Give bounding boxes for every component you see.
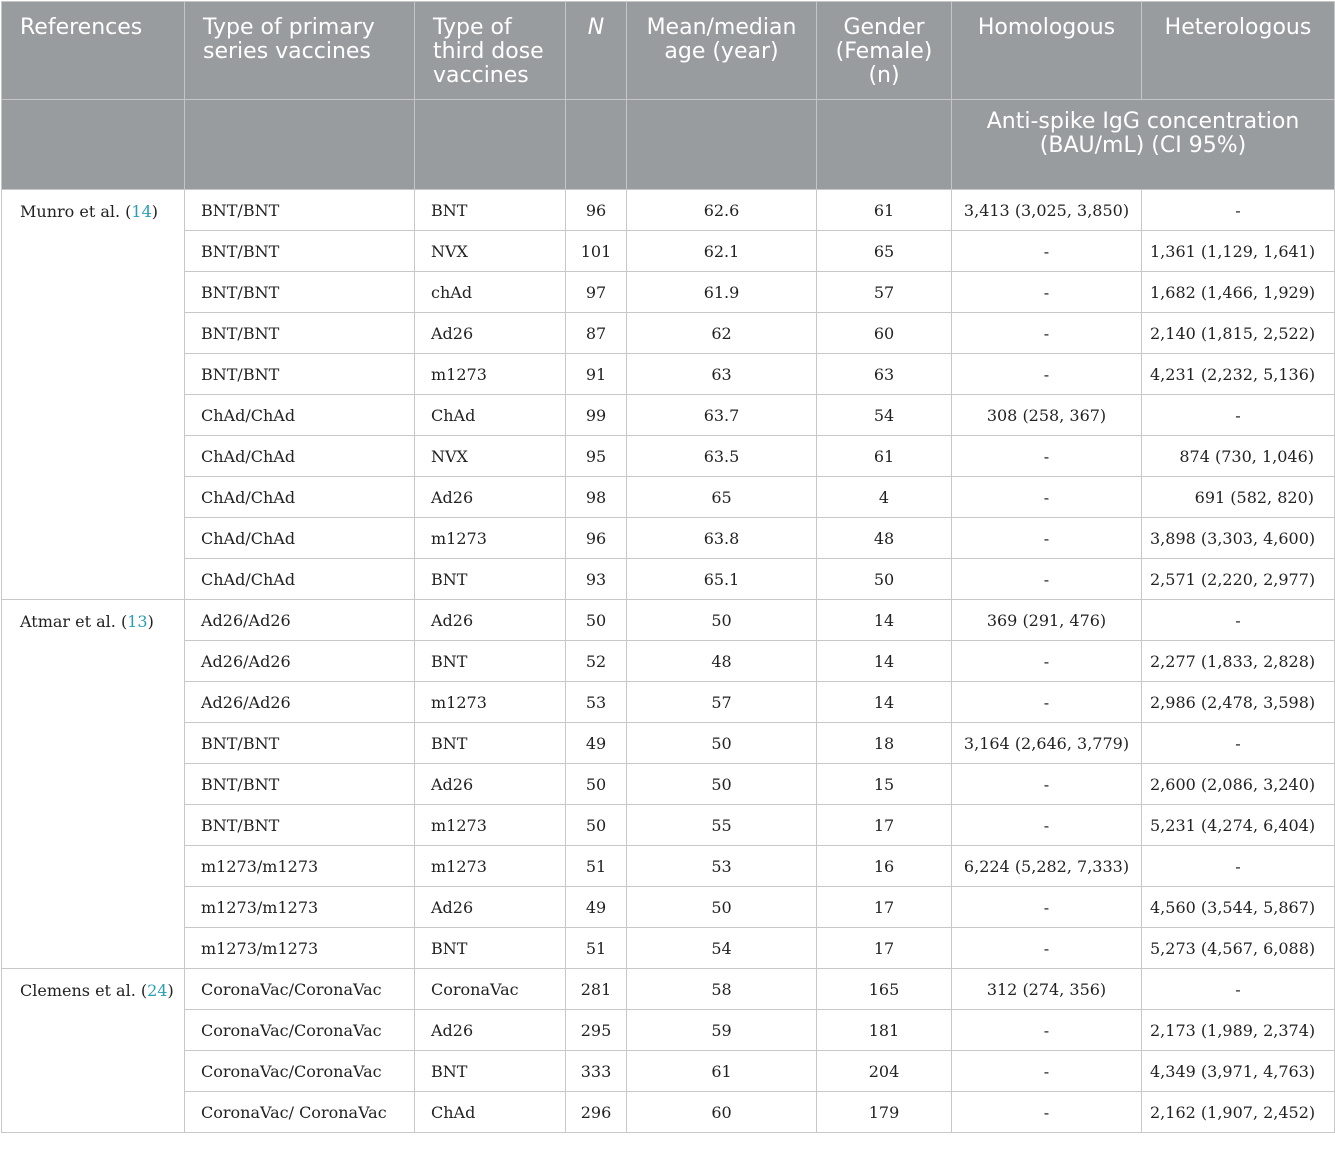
- primary-series-cell: ChAd/ChAd: [185, 477, 415, 518]
- primary-series-cell: m1273/m1273: [185, 928, 415, 969]
- heterologous-cell: -: [1142, 723, 1335, 764]
- age-cell: 55: [627, 805, 817, 846]
- reference-cell: [2, 600, 185, 969]
- heterologous-cell: 2,162 (1,907, 2,452): [1142, 1092, 1335, 1133]
- primary-series-cell: m1273/m1273: [185, 846, 415, 887]
- table-row: [2, 600, 1335, 641]
- primary-series-cell: BNT/BNT: [185, 764, 415, 805]
- female-cell: 57: [817, 272, 952, 313]
- age-cell: 60: [627, 1092, 817, 1133]
- primary-series-cell: BNT/BNT: [185, 272, 415, 313]
- female-cell: 165: [817, 969, 952, 1010]
- table-row: [2, 190, 1335, 231]
- female-cell: 17: [817, 805, 952, 846]
- primary-series-cell: Ad26/Ad26: [185, 600, 415, 641]
- primary-series-cell: BNT/BNT: [185, 231, 415, 272]
- table-row: [2, 354, 1335, 395]
- homologous-cell: -: [952, 682, 1142, 723]
- female-cell: 17: [817, 928, 952, 969]
- age-cell: 50: [627, 764, 817, 805]
- age-cell: 53: [627, 846, 817, 887]
- third-dose-cell: NVX: [415, 436, 566, 477]
- antibody-table: [1, 1, 1335, 1133]
- reference-citation-link[interactable]: 13: [127, 612, 148, 631]
- heterologous-cell: -: [1142, 846, 1335, 887]
- header-blank: [627, 100, 817, 190]
- age-cell: 63.8: [627, 518, 817, 559]
- homologous-cell: -: [952, 518, 1142, 559]
- primary-series-cell: BNT/BNT: [185, 723, 415, 764]
- homologous-cell: 369 (291, 476): [952, 600, 1142, 641]
- n-cell: 50: [566, 600, 627, 641]
- third-dose-cell: Ad26: [415, 764, 566, 805]
- third-dose-cell: Ad26: [415, 1010, 566, 1051]
- table-row: [2, 846, 1335, 887]
- table-row: [2, 559, 1335, 600]
- third-dose-cell: BNT: [415, 723, 566, 764]
- third-dose-cell: BNT: [415, 928, 566, 969]
- heterologous-cell: 5,231 (4,274, 6,404): [1142, 805, 1335, 846]
- n-cell: 97: [566, 272, 627, 313]
- third-dose-cell: BNT: [415, 559, 566, 600]
- third-dose-cell: CoronaVac: [415, 969, 566, 1010]
- primary-series-cell: ChAd/ChAd: [185, 559, 415, 600]
- n-cell: 49: [566, 887, 627, 928]
- homologous-cell: -: [952, 887, 1142, 928]
- n-cell: 50: [566, 764, 627, 805]
- table-row: [2, 313, 1335, 354]
- reference-cell: [2, 969, 185, 1133]
- female-cell: 17: [817, 887, 952, 928]
- reference-author: Munro et al. (: [20, 202, 132, 221]
- homologous-cell: -: [952, 805, 1142, 846]
- primary-series-cell: Ad26/Ad26: [185, 682, 415, 723]
- homologous-cell: -: [952, 764, 1142, 805]
- n-cell: 101: [566, 231, 627, 272]
- female-cell: 61: [817, 190, 952, 231]
- age-cell: 65: [627, 477, 817, 518]
- age-cell: 54: [627, 928, 817, 969]
- n-cell: 87: [566, 313, 627, 354]
- third-dose-cell: BNT: [415, 1051, 566, 1092]
- female-cell: 181: [817, 1010, 952, 1051]
- primary-series-cell: CoronaVac/ CoronaVac: [185, 1092, 415, 1133]
- age-cell: 63.5: [627, 436, 817, 477]
- header-age: Mean/median age (year): [627, 2, 817, 100]
- table-row: [2, 928, 1335, 969]
- table-row: [2, 723, 1335, 764]
- n-cell: 281: [566, 969, 627, 1010]
- heterologous-cell: 5,273 (4,567, 6,088): [1142, 928, 1335, 969]
- female-cell: 14: [817, 682, 952, 723]
- third-dose-cell: ChAd: [415, 395, 566, 436]
- n-cell: 296: [566, 1092, 627, 1133]
- age-cell: 62.6: [627, 190, 817, 231]
- age-cell: 62: [627, 313, 817, 354]
- primary-series-cell: BNT/BNT: [185, 805, 415, 846]
- age-cell: 59: [627, 1010, 817, 1051]
- homologous-cell: 3,413 (3,025, 3,850): [952, 190, 1142, 231]
- age-cell: 65.1: [627, 559, 817, 600]
- table-header: [2, 2, 1335, 190]
- third-dose-cell: NVX: [415, 231, 566, 272]
- table-row: [2, 395, 1335, 436]
- age-cell: 63.7: [627, 395, 817, 436]
- primary-series-cell: BNT/BNT: [185, 354, 415, 395]
- table-row: [2, 231, 1335, 272]
- homologous-cell: 308 (258, 367): [952, 395, 1142, 436]
- n-cell: 99: [566, 395, 627, 436]
- female-cell: 54: [817, 395, 952, 436]
- table-row: [2, 969, 1335, 1010]
- heterologous-cell: -: [1142, 600, 1335, 641]
- female-cell: 4: [817, 477, 952, 518]
- table-row: [2, 887, 1335, 928]
- primary-series-cell: BNT/BNT: [185, 313, 415, 354]
- header-blank: [415, 100, 566, 190]
- female-cell: 15: [817, 764, 952, 805]
- homologous-cell: 6,224 (5,282, 7,333): [952, 846, 1142, 887]
- female-cell: 65: [817, 231, 952, 272]
- third-dose-cell: BNT: [415, 190, 566, 231]
- female-cell: 60: [817, 313, 952, 354]
- homologous-cell: 312 (274, 356): [952, 969, 1142, 1010]
- n-cell: 49: [566, 723, 627, 764]
- third-dose-cell: m1273: [415, 805, 566, 846]
- reference-close: ): [147, 612, 154, 631]
- homologous-cell: -: [952, 559, 1142, 600]
- homologous-cell: -: [952, 1010, 1142, 1051]
- n-cell: 95: [566, 436, 627, 477]
- header-blank: [817, 100, 952, 190]
- heterologous-cell: 4,560 (3,544, 5,867): [1142, 887, 1335, 928]
- age-cell: 50: [627, 600, 817, 641]
- heterologous-cell: 691 (582, 820): [1142, 477, 1335, 518]
- header-blank: [566, 100, 627, 190]
- third-dose-cell: m1273: [415, 682, 566, 723]
- reference-citation-link[interactable]: 24: [147, 981, 168, 1000]
- heterologous-cell: 3,898 (3,303, 4,600): [1142, 518, 1335, 559]
- primary-series-cell: ChAd/ChAd: [185, 518, 415, 559]
- female-cell: 61: [817, 436, 952, 477]
- table-row: [2, 1092, 1335, 1133]
- heterologous-cell: 874 (730, 1,046): [1142, 436, 1335, 477]
- age-cell: 50: [627, 723, 817, 764]
- n-cell: 93: [566, 559, 627, 600]
- table-row: [2, 272, 1335, 313]
- table-row: [2, 805, 1335, 846]
- third-dose-cell: BNT: [415, 641, 566, 682]
- homologous-cell: -: [952, 1092, 1142, 1133]
- age-cell: 58: [627, 969, 817, 1010]
- primary-series-cell: ChAd/ChAd: [185, 436, 415, 477]
- homologous-cell: 3,164 (2,646, 3,779): [952, 723, 1142, 764]
- reference-close: ): [167, 981, 174, 1000]
- table-row: [2, 436, 1335, 477]
- homologous-cell: -: [952, 231, 1142, 272]
- heterologous-cell: 2,600 (2,086, 3,240): [1142, 764, 1335, 805]
- heterologous-cell: 2,277 (1,833, 2,828): [1142, 641, 1335, 682]
- n-cell: 96: [566, 190, 627, 231]
- header-references: References: [2, 2, 185, 100]
- heterologous-cell: 1,361 (1,129, 1,641): [1142, 231, 1335, 272]
- table-row: [2, 1010, 1335, 1051]
- female-cell: 63: [817, 354, 952, 395]
- female-cell: 204: [817, 1051, 952, 1092]
- table-row: [2, 1051, 1335, 1092]
- reference-cell: [2, 190, 185, 600]
- age-cell: 61: [627, 1051, 817, 1092]
- header-heterologous: Heterologous: [1142, 2, 1335, 100]
- heterologous-cell: 1,682 (1,466, 1,929): [1142, 272, 1335, 313]
- header-blank: [2, 100, 185, 190]
- reference-citation-link[interactable]: 14: [131, 202, 152, 221]
- female-cell: 16: [817, 846, 952, 887]
- female-cell: 48: [817, 518, 952, 559]
- third-dose-cell: chAd: [415, 272, 566, 313]
- table-row: [2, 477, 1335, 518]
- age-cell: 48: [627, 641, 817, 682]
- homologous-cell: -: [952, 436, 1142, 477]
- reference-author: Atmar et al. (: [20, 612, 128, 631]
- female-cell: 179: [817, 1092, 952, 1133]
- heterologous-cell: 2,173 (1,989, 2,374): [1142, 1010, 1335, 1051]
- header-third-dose: Type of third dose vaccines: [415, 2, 566, 100]
- header-homologous: Homologous: [952, 2, 1142, 100]
- heterologous-cell: 2,140 (1,815, 2,522): [1142, 313, 1335, 354]
- heterologous-cell: 4,231 (2,232, 5,136): [1142, 354, 1335, 395]
- homologous-cell: -: [952, 354, 1142, 395]
- female-cell: 18: [817, 723, 952, 764]
- age-cell: 57: [627, 682, 817, 723]
- age-cell: 62.1: [627, 231, 817, 272]
- homologous-cell: -: [952, 1051, 1142, 1092]
- table-row: [2, 518, 1335, 559]
- n-cell: 295: [566, 1010, 627, 1051]
- third-dose-cell: m1273: [415, 518, 566, 559]
- n-cell: 98: [566, 477, 627, 518]
- age-cell: 63: [627, 354, 817, 395]
- primary-series-cell: CoronaVac/CoronaVac: [185, 969, 415, 1010]
- primary-series-cell: ChAd/ChAd: [185, 395, 415, 436]
- header-gender: Gender (Female) (n): [817, 2, 952, 100]
- header-blank: [185, 100, 415, 190]
- primary-series-cell: Ad26/Ad26: [185, 641, 415, 682]
- age-cell: 61.9: [627, 272, 817, 313]
- reference-author: Clemens et al. (: [20, 981, 148, 1000]
- homologous-cell: -: [952, 313, 1142, 354]
- table-row: [2, 682, 1335, 723]
- table-row: [2, 764, 1335, 805]
- heterologous-cell: -: [1142, 395, 1335, 436]
- third-dose-cell: Ad26: [415, 600, 566, 641]
- header-n: N: [566, 2, 627, 100]
- primary-series-cell: m1273/m1273: [185, 887, 415, 928]
- primary-series-cell: BNT/BNT: [185, 190, 415, 231]
- n-cell: 50: [566, 805, 627, 846]
- primary-series-cell: CoronaVac/CoronaVac: [185, 1051, 415, 1092]
- third-dose-cell: m1273: [415, 354, 566, 395]
- homologous-cell: -: [952, 477, 1142, 518]
- female-cell: 14: [817, 600, 952, 641]
- reference-close: ): [151, 202, 159, 221]
- female-cell: 14: [817, 641, 952, 682]
- primary-series-cell: CoronaVac/CoronaVac: [185, 1010, 415, 1051]
- homologous-cell: -: [952, 928, 1142, 969]
- age-cell: 50: [627, 887, 817, 928]
- homologous-cell: -: [952, 272, 1142, 313]
- heterologous-cell: 2,571 (2,220, 2,977): [1142, 559, 1335, 600]
- n-cell: 96: [566, 518, 627, 559]
- heterologous-cell: -: [1142, 190, 1335, 231]
- third-dose-cell: Ad26: [415, 313, 566, 354]
- heterologous-cell: -: [1142, 969, 1335, 1010]
- header-primary-series: Type of primary series vaccines: [185, 2, 415, 100]
- third-dose-cell: Ad26: [415, 477, 566, 518]
- third-dose-cell: m1273: [415, 846, 566, 887]
- female-cell: 50: [817, 559, 952, 600]
- n-cell: 91: [566, 354, 627, 395]
- heterologous-cell: 4,349 (3,971, 4,763): [1142, 1051, 1335, 1092]
- header-concentration: Anti-spike IgG concentration (BAU/mL) (CI 95%): [952, 100, 1335, 190]
- heterologous-cell: 2,986 (2,478, 3,598): [1142, 682, 1335, 723]
- n-cell: 52: [566, 641, 627, 682]
- table-row: [2, 641, 1335, 682]
- n-cell: 53: [566, 682, 627, 723]
- third-dose-cell: ChAd: [415, 1092, 566, 1133]
- homologous-cell: -: [952, 641, 1142, 682]
- n-cell: 333: [566, 1051, 627, 1092]
- n-cell: 51: [566, 928, 627, 969]
- third-dose-cell: Ad26: [415, 887, 566, 928]
- table-body: [2, 190, 1335, 1133]
- n-cell: 51: [566, 846, 627, 887]
